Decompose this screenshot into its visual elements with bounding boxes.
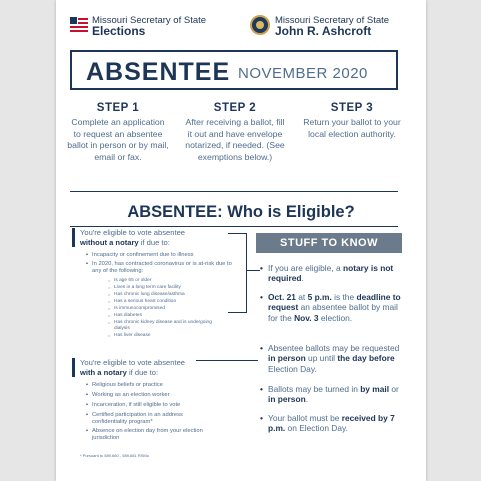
- state-seal-icon: [250, 15, 270, 35]
- list-item: • Absence on election day from your election jurisdiction: [92, 428, 212, 442]
- sub-list-item: ○ Has a serious heart condition: [114, 299, 224, 305]
- tip-bold: notary is not required: [268, 263, 394, 284]
- tip-text: on Election Day.: [285, 423, 348, 434]
- section-divider: [70, 226, 398, 227]
- secretary-name-text: [275, 15, 389, 37]
- tip-text: Absentee ballots may be requested: [268, 343, 400, 353]
- with-notary-heading: [80, 358, 185, 377]
- elections-logo-text: [92, 15, 206, 37]
- header: [70, 14, 416, 42]
- title-main: ABSENTEE: [86, 58, 231, 86]
- tip-text: at: [295, 292, 308, 302]
- tip-item: [268, 292, 404, 323]
- title-sub: NOVEMBER 2020: [238, 65, 368, 82]
- step-2: [184, 102, 286, 163]
- list-item: • Incarceration, if still eligible to vote: [92, 402, 237, 409]
- tip-bold: deadline to request: [268, 292, 401, 313]
- tip-bold: 5 p.m.: [307, 292, 332, 302]
- footnote: * Pursuant to 589.660 - 589.681 RSMo: [80, 453, 149, 458]
- left-header-small: Missouri Secretary of State: [92, 15, 207, 26]
- flag-icon: [70, 17, 88, 33]
- accent-bar: [72, 228, 75, 247]
- sub-list-item: ○ Is immunocompromised: [114, 306, 224, 312]
- step-1-text: Complete an application to request an absentee ballot in person or by mail, email or fax.: [67, 117, 169, 162]
- without-notary-suffix: if due to:: [138, 237, 170, 247]
- absentee-flyer: [56, 0, 426, 481]
- connector-line: [246, 270, 260, 271]
- sub-list-item: ○ Has liver disease: [114, 333, 224, 339]
- section-divider: [70, 191, 398, 192]
- without-notary-intro: You're eligible to vote absentee: [80, 228, 186, 237]
- with-notary-suffix: if due to:: [126, 367, 159, 377]
- eligibility-title: ABSENTEE: Who is Eligible?: [127, 203, 355, 221]
- sub-list-item: ○ Lives in a long term care facility: [114, 285, 224, 291]
- accent-bar: [72, 358, 75, 377]
- tip-text: election.: [318, 312, 353, 323]
- tip-item: [268, 384, 404, 405]
- tip-text: Election Day.: [268, 363, 317, 374]
- with-notary-bold: with a notary: [80, 367, 127, 377]
- right-header-bold: John R. Ashcroft: [275, 24, 372, 38]
- tip-item: [268, 413, 404, 434]
- without-notary-section: [72, 228, 232, 358]
- sub-list-item: ○ Is age 65 or older: [114, 278, 224, 284]
- title-banner: [70, 50, 398, 90]
- stuff-to-know-heading: STUFF TO KNOW: [256, 233, 402, 253]
- tip-text: up until: [305, 353, 338, 364]
- with-notary-section: [72, 358, 232, 458]
- tip-text: or: [389, 384, 399, 394]
- tip-bold: Oct. 21: [268, 292, 296, 302]
- sub-list-item: ○ Has chronic kidney disease and is undergoing dialysis: [114, 320, 219, 332]
- list-item: • In 2020, has contracted coronavirus or is at-risk due to any of the following:: [92, 261, 237, 275]
- tip-bold: in person: [268, 353, 306, 364]
- tip-text: If you are eligible, a: [268, 263, 343, 273]
- without-notary-heading: [80, 228, 185, 247]
- tip-bold: the day before: [337, 353, 395, 364]
- list-item: • Working as an election worker: [92, 392, 237, 399]
- step-1-heading: STEP 1: [96, 102, 140, 114]
- step-1: [67, 102, 169, 163]
- connector-line: [196, 360, 258, 361]
- tip-bold: by mail: [360, 384, 390, 394]
- right-header-small: Missouri Secretary of State: [275, 15, 390, 26]
- step-2-text: After receiving a ballot, fill it out and have envelope notarized, if needed. (See exemptions below.): [185, 117, 285, 162]
- step-3-text: Return your ballot to your local election authority.: [303, 117, 401, 139]
- tip-item: [268, 343, 404, 374]
- list-item: • Certified participation in an address confidentiality program*: [92, 412, 212, 426]
- with-notary-intro: You're eligible to vote absentee: [80, 358, 186, 367]
- step-2-heading: STEP 2: [213, 102, 257, 114]
- sub-list-item: ○ Has diabetes: [114, 313, 224, 319]
- tip-text: Ballots may be turned in: [268, 384, 361, 394]
- list-item: • Religious beliefs or practice: [92, 382, 237, 389]
- tip-bold: Nov. 3: [294, 312, 319, 323]
- tip-text: .: [305, 394, 309, 405]
- tip-text: .: [301, 273, 304, 284]
- tip-bold: in person: [268, 394, 306, 405]
- tip-text: is the: [331, 292, 357, 302]
- step-3: [301, 102, 403, 140]
- left-header-bold: Elections: [92, 24, 146, 38]
- list-item: • Incapacity or confinement due to illness: [92, 252, 237, 259]
- tip-bold: received by 7 p.m.: [268, 413, 395, 434]
- tip-text: Your ballot must be: [268, 413, 342, 423]
- without-notary-bold: without a notary: [80, 237, 139, 247]
- tip-text: an absentee ballot by mail for the: [268, 302, 398, 323]
- sub-list-item: ○ Has chronic lung disease/asthma: [114, 292, 224, 298]
- connector-bracket: [228, 233, 247, 313]
- tip-item: [268, 263, 404, 284]
- step-3-heading: STEP 3: [330, 102, 374, 114]
